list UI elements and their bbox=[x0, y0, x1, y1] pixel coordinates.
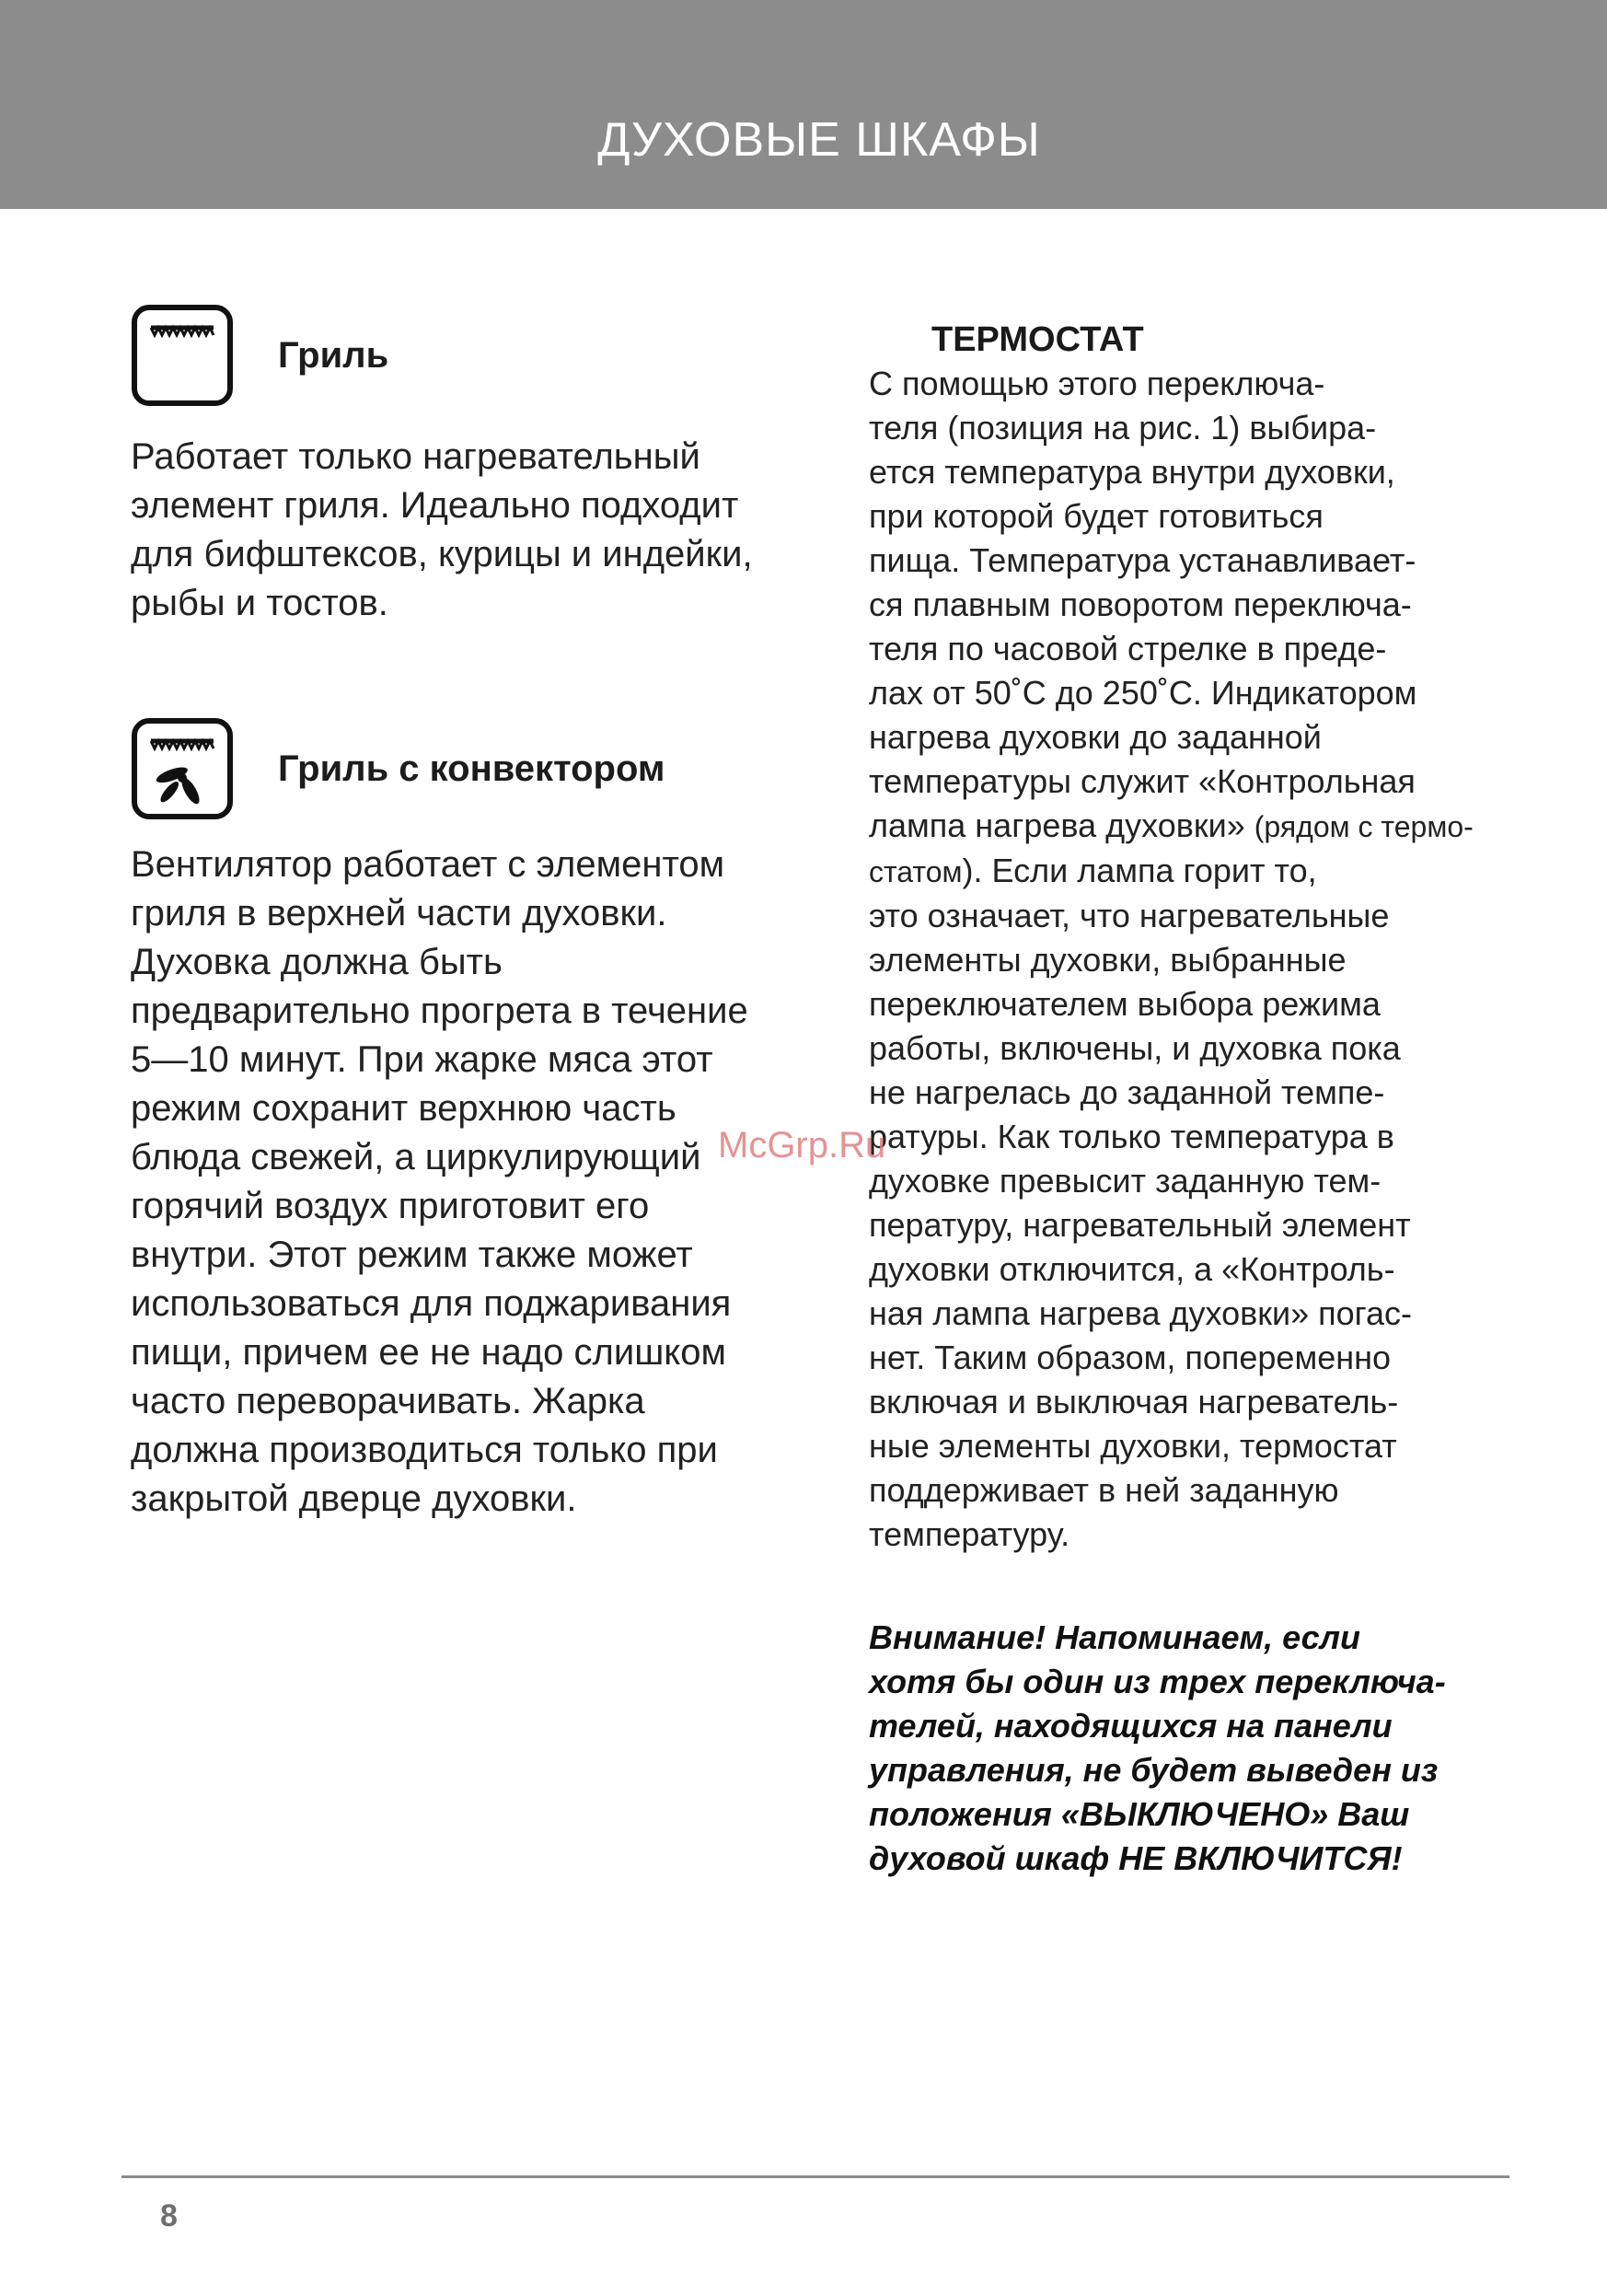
mode-grill bbox=[131, 304, 830, 628]
thermostat-title: ТЕРМОСТАТ bbox=[931, 320, 1144, 359]
oven-grill-icon bbox=[131, 304, 234, 407]
thermostat-text-small: (рядом с термо- статом bbox=[869, 810, 1474, 888]
mode-grill-header bbox=[131, 304, 830, 411]
page-number: 8 bbox=[160, 2198, 178, 2233]
page-header bbox=[0, 0, 1607, 209]
mode-grill-convection-description: Вентилятор работает с элементом гриля в верхней части духовки. Духовка должна быть предварительно прогрета в течение 5—10 минут. При жарке мяса этот режим сохранит верхнюю часть блюда свежей, а циркулирующий горячий воздух приготовит его внутри. Этот режим также может использоваться для поджаривания пищи, причем ее не надо слишком часто переворачивать. Жарка должна производиться только при закрытой дверце духовки. bbox=[131, 844, 748, 1519]
mode-grill-title: Гриль bbox=[278, 335, 389, 376]
mode-grill-description: Работает только нагревательный элемент гриля. Идеально подходит для бифштексов, курицы и индейки, рыбы и тостов. bbox=[131, 436, 753, 623]
footer-divider bbox=[121, 2175, 1509, 2178]
thermostat-text-part1: С помощью этого переключа- теля (позиция на рис. 1) выбира- ется температура внутри духовки, при которой будет готовиться пища. Температура устанавливает- ся плавным поворотом переключа- теля по часовой стрелке в преде- лах от 50˚С до 250˚С. Индикатором нагрева духовки до заданной температуры служит «Контрольная лампа нагрева духовки» bbox=[869, 365, 1417, 844]
right-column bbox=[869, 318, 1568, 1881]
mode-grill-convection bbox=[131, 717, 830, 1524]
mode-grill-convection-header bbox=[131, 717, 830, 824]
warning-note: Внимание! Напоминаем, если хотя бы один из трех переключа- телей, находящихся на панели управления, не будет выведен из положения «ВЫКЛЮЧЕНО» Ваш духовой шкаф НЕ ВКЛЮЧИТСЯ! bbox=[869, 1618, 1446, 1877]
mode-grill-convection-title: Гриль с конвектором bbox=[278, 748, 665, 789]
thermostat-description bbox=[869, 362, 1568, 1557]
oven-grill-fan-icon bbox=[131, 717, 234, 820]
thermostat-text-part2: ). Если лампа горит то, это означает, что нагревательные элементы духовки, выбранные переключателем выбора режима работы, включены, и духовка пока не нагрелась до заданной темпе- ратуры. Как только температура в духовке превысит заданную тем- пературу, нагревательный элемент духовки отключится, а «Контроль- ная лампа нагрева духовки» погас- нет. Таким образом, попеременно включая и выключая нагреватель- ные элементы духовки, термостат поддерживает в ней заданную температуру. bbox=[869, 852, 1413, 1553]
left-column bbox=[131, 304, 830, 1524]
page-title: ДУХОВЫЕ ШКАФЫ bbox=[597, 113, 1041, 167]
watermark: McGrp.Ru bbox=[718, 1125, 886, 1165]
